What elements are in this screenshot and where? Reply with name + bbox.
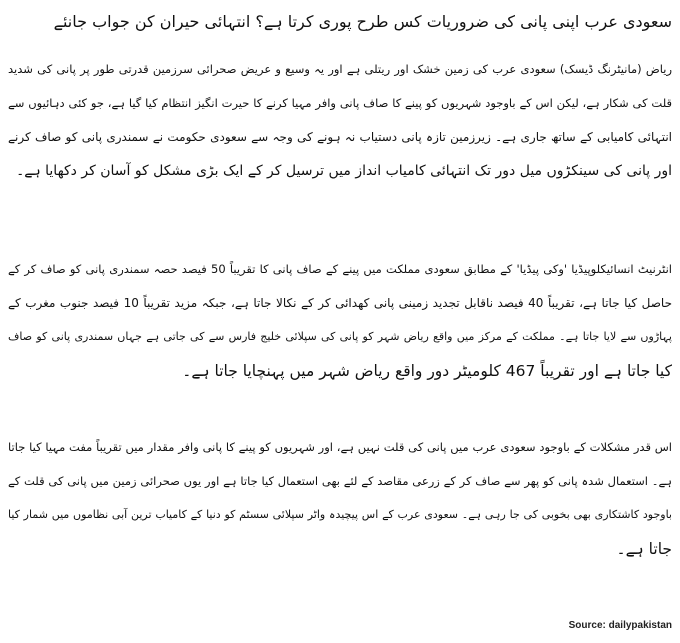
paragraph-3 [8,430,672,566]
source-credit: Source: dailypakistan [568,620,672,631]
paragraph-line: ہے۔ استعمال شدہ پانی کو پھر سے صاف کر کے زرعی مقاصد کے لئے بھی استعمال کیا جاتا ہے اور یوں صحرائی زمین میں پانی کی قلت کے [8,474,672,488]
paragraph-line: قلت کی شکار ہے، لیکن اس کے باوجود شہریوں کو پینے کا صاف پانی وافر مہیا کرنے کا حیرت انگیز انتظام کیا گیا ہے، جو کئی دہائیوں سے [8,96,672,110]
paragraph-line: انتہائی کامیابی کے ساتھ جاری ہے۔ زیرزمین تازہ پانی دستیاب نہ ہونے کی وجہ سے سعودی حکومت نے سمندری پانی کو صاف کرنے [8,130,672,144]
article-title: سعودی عرب اپنی پانی کی ضروریات کس طرح پوری کرتا ہے؟ انتہائی حیران کن جواب جانئے [53,12,672,31]
paragraph-line: حاصل کیا جاتا ہے، تقریباً 40 فیصد ناقابل تجدید زمینی پانی کھدائی کر کے نکالا جاتا ہے، جبکہ مزید تقریباً 10 فیصد جنوب مغرب کے [8,296,672,310]
paragraph-1 [8,52,672,188]
paragraph-2 [8,252,672,388]
paragraph-line: اس قدر مشکلات کے باوجود سعودی عرب میں پانی کی قلت نہیں ہے، اور شہریوں کو پینے کا پانی وافر مقدار میں تقریباً مفت مہیا کیا جاتا [8,440,672,454]
paragraph-line: باوجود کاشتکاری بھی بخوبی کی جا رہی ہے۔ سعودی عرب کے اس پیچیدہ واٹر سپلائی سسٹم کو دنیا کے کامیاب ترین آبی نظاموں میں شمار کیا [8,508,672,521]
paragraph-line: اور پانی کی سینکڑوں میل دور تک انتہائی کامیاب انداز میں ترسیل کر کے ایک بڑی مشکل کو آسان کر دکھایا ہے۔ [16,163,672,179]
paragraph-line: پہاڑوں سے لایا جاتا ہے۔ مملکت کے مرکز میں واقع ریاض شہر کو پانی کی سپلائی خلیج فارس سے کی جاتی ہے جہاں سمندری پانی کو صاف [8,330,672,343]
paragraph-line: انٹرنیٹ انسائیکلوپیڈیا 'وکی پیڈیا' کے مطابق سعودی مملکت میں پینے کے صاف پانی کا تقریباً 50 فیصد حصہ سمندری پانی کو صاف کر کے [8,262,672,276]
paragraph-line: جاتا ہے۔ [616,540,672,558]
paragraph-line: ریاض (مانیٹرنگ ڈیسک) سعودی عرب کی زمین خشک اور ریتلی ہے اور یہ وسیع و عریض صحرائی سرزمین قدرتی طور پر پانی کی شدید [8,62,672,76]
paragraph-line: کیا جاتا ہے اور تقریباً 467 کلومیٹر دور واقع ریاض شہر میں پہنچایا جاتا ہے۔ [182,362,672,380]
